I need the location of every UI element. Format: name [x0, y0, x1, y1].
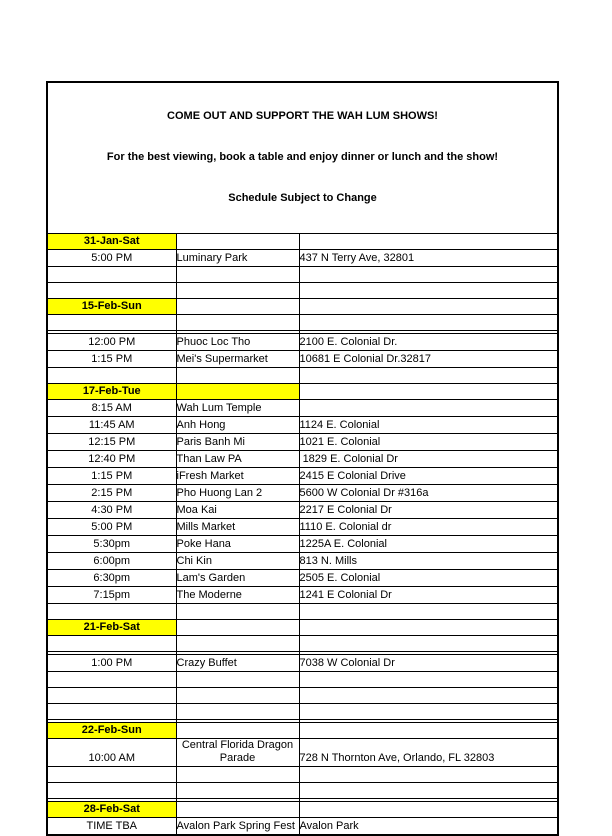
location-cell: iFresh Market	[176, 468, 299, 485]
empty-row	[47, 688, 558, 704]
header-line-1: COME OUT AND SUPPORT THE WAH LUM SHOWS!	[167, 110, 438, 122]
date-section-row	[47, 802, 558, 818]
date-cell: 28-Feb-Sat	[47, 802, 176, 818]
date-cell: 21-Feb-Sat	[47, 620, 176, 636]
event-row	[47, 334, 558, 351]
address-cell: 2505 E. Colonial	[299, 570, 558, 587]
empty-cell	[176, 604, 299, 620]
empty-row	[47, 283, 558, 299]
time-cell: 5:00 PM	[47, 519, 176, 536]
address-cell: Avalon Park	[299, 818, 558, 836]
empty-cell	[299, 368, 558, 384]
time-cell: 2:15 PM	[47, 485, 176, 502]
event-row	[47, 451, 558, 468]
event-row	[47, 655, 558, 672]
empty-cell	[176, 620, 299, 636]
event-row	[47, 434, 558, 451]
time-cell: 6:30pm	[47, 570, 176, 587]
empty-cell	[299, 267, 558, 283]
empty-cell	[299, 384, 558, 400]
time-cell: 11:45 AM	[47, 417, 176, 434]
address-cell: 813 N. Mills	[299, 553, 558, 570]
event-row	[47, 739, 558, 767]
time-cell: 8:15 AM	[47, 400, 176, 417]
empty-cell	[299, 767, 558, 783]
empty-cell	[47, 368, 176, 384]
empty-row	[47, 704, 558, 720]
empty-cell	[47, 283, 176, 299]
event-row	[47, 417, 558, 434]
location-cell: Chi Kin	[176, 553, 299, 570]
event-row	[47, 536, 558, 553]
time-cell: 12:15 PM	[47, 434, 176, 451]
date-cell: 22-Feb-Sun	[47, 723, 176, 739]
event-row	[47, 468, 558, 485]
event-row	[47, 519, 558, 536]
address-cell: 1021 E. Colonial	[299, 434, 558, 451]
event-row	[47, 351, 558, 368]
time-cell: 5:00 PM	[47, 250, 176, 267]
location-cell: Crazy Buffet	[176, 655, 299, 672]
empty-cell	[176, 704, 299, 720]
location-cell: Pho Huong Lan 2	[176, 485, 299, 502]
empty-cell	[299, 299, 558, 315]
time-cell: 12:40 PM	[47, 451, 176, 468]
time-cell: 1:15 PM	[47, 351, 176, 368]
address-cell: 1241 E Colonial Dr	[299, 587, 558, 604]
empty-cell	[176, 234, 299, 250]
schedule-table	[46, 81, 559, 836]
date-section-row	[47, 723, 558, 739]
address-cell: 437 N Terry Ave, 32801	[299, 250, 558, 267]
table-header	[47, 82, 558, 234]
time-cell: 6:00pm	[47, 553, 176, 570]
address-cell: 7038 W Colonial Dr	[299, 655, 558, 672]
event-row	[47, 502, 558, 519]
address-cell: 5600 W Colonial Dr #316a	[299, 485, 558, 502]
address-cell: 2217 E Colonial Dr	[299, 502, 558, 519]
time-cell: 4:30 PM	[47, 502, 176, 519]
empty-cell	[176, 688, 299, 704]
empty-row	[47, 783, 558, 799]
event-row	[47, 818, 558, 836]
date-cell: 31-Jan-Sat	[47, 234, 176, 250]
empty-cell	[299, 636, 558, 652]
time-cell: TIME TBA	[47, 818, 176, 836]
event-row	[47, 553, 558, 570]
time-cell: 7:15pm	[47, 587, 176, 604]
empty-row	[47, 604, 558, 620]
location-cell: Moa Kai	[176, 502, 299, 519]
address-cell: 10681 E Colonial Dr.32817	[299, 351, 558, 368]
address-cell: 1225A E. Colonial	[299, 536, 558, 553]
empty-row	[47, 636, 558, 652]
event-row	[47, 250, 558, 267]
date-section-row	[47, 234, 558, 250]
empty-cell	[47, 688, 176, 704]
location-cell: Avalon Park Spring Fest	[176, 818, 299, 836]
empty-cell	[176, 636, 299, 652]
address-cell: 1829 E. Colonial Dr	[299, 451, 558, 468]
time-cell: 1:00 PM	[47, 655, 176, 672]
empty-cell	[176, 723, 299, 739]
address-cell: 1124 E. Colonial	[299, 417, 558, 434]
empty-row	[47, 267, 558, 283]
location-cell: Anh Hong	[176, 417, 299, 434]
empty-cell	[47, 636, 176, 652]
date-section-row	[47, 620, 558, 636]
empty-row	[47, 672, 558, 688]
empty-cell	[176, 672, 299, 688]
empty-cell	[47, 315, 176, 331]
empty-cell	[176, 783, 299, 799]
location-cell: Mei's Supermarket	[176, 351, 299, 368]
location-cell: Mills Market	[176, 519, 299, 536]
location-cell: The Moderne	[176, 587, 299, 604]
date-cell: 15-Feb-Sun	[47, 299, 176, 315]
address-cell: 2100 E. Colonial Dr.	[299, 334, 558, 351]
event-row	[47, 587, 558, 604]
time-cell: 1:15 PM	[47, 468, 176, 485]
time-cell: 5:30pm	[47, 536, 176, 553]
empty-cell	[47, 672, 176, 688]
empty-cell	[299, 783, 558, 799]
empty-cell	[299, 604, 558, 620]
location-cell: Phuoc Loc Tho	[176, 334, 299, 351]
event-row	[47, 400, 558, 417]
date-section-row	[47, 384, 558, 400]
location-cell: Central Florida Dragon Parade	[176, 739, 299, 767]
empty-row	[47, 368, 558, 384]
empty-cell	[47, 604, 176, 620]
empty-cell	[299, 704, 558, 720]
header-line-2: For the best viewing, book a table and enjoy dinner or lunch and the show!	[106, 151, 499, 163]
empty-cell	[299, 620, 558, 636]
address-cell: 1110 E. Colonial dr	[299, 519, 558, 536]
empty-cell	[47, 704, 176, 720]
address-cell: 2415 E Colonial Drive	[299, 468, 558, 485]
address-cell: 728 N Thornton Ave, Orlando, FL 32803	[299, 739, 558, 767]
date-cell: 17-Feb-Tue	[47, 384, 176, 400]
empty-cell	[176, 299, 299, 315]
empty-cell	[299, 234, 558, 250]
location-cell: Than Law PA	[176, 451, 299, 468]
empty-cell	[176, 368, 299, 384]
empty-cell	[47, 767, 176, 783]
date-section-row	[47, 299, 558, 315]
empty-cell	[176, 283, 299, 299]
empty-cell	[299, 802, 558, 818]
time-cell: 10:00 AM	[47, 739, 176, 767]
event-row	[47, 570, 558, 587]
empty-cell	[299, 723, 558, 739]
address-cell	[299, 400, 558, 417]
time-cell: 12:00 PM	[47, 334, 176, 351]
empty-cell	[176, 767, 299, 783]
table-header-row	[47, 82, 558, 234]
location-cell: Luminary Park	[176, 250, 299, 267]
empty-cell	[299, 688, 558, 704]
empty-cell	[299, 283, 558, 299]
empty-cell	[176, 315, 299, 331]
date-highlight-extension	[176, 384, 299, 400]
empty-cell	[47, 267, 176, 283]
empty-cell	[176, 802, 299, 818]
empty-cell	[176, 267, 299, 283]
empty-cell	[299, 315, 558, 331]
event-row	[47, 485, 558, 502]
location-cell: Paris Banh Mi	[176, 434, 299, 451]
empty-row	[47, 767, 558, 783]
header-line-3: Schedule Subject to Change	[228, 192, 377, 204]
location-cell: Poke Hana	[176, 536, 299, 553]
empty-cell	[299, 672, 558, 688]
empty-cell	[47, 783, 176, 799]
location-cell: Wah Lum Temple	[176, 400, 299, 417]
location-cell: Lam's Garden	[176, 570, 299, 587]
empty-row	[47, 315, 558, 331]
